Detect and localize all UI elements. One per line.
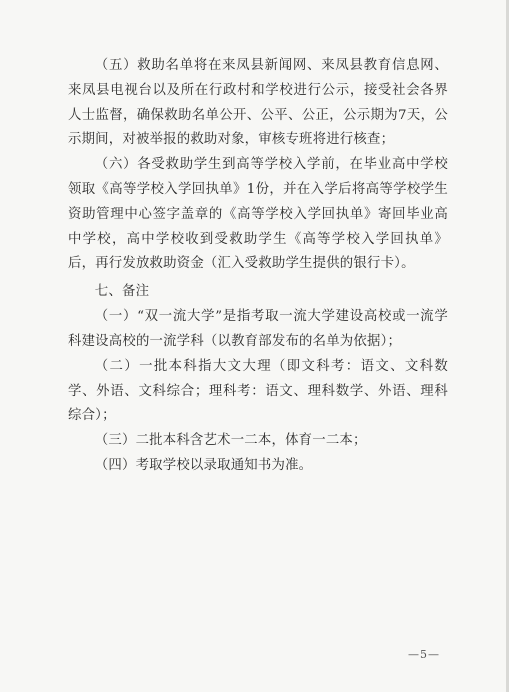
remark-item-1: （一）“双一流大学”是指考取一流大学建设高校或一流学科建设高校的一流学科（以教育部发布的名单为依据）；: [68, 309, 448, 349]
page-number: —5—: [408, 648, 440, 661]
remark-item-3: （三）二批本科含艺术一二本，体育一二本；: [94, 433, 367, 449]
remark-item-2: （二）一批本科指大文大理（即文科考：语文、文科数学、外语、文科综合；理科考：语文、理科数学、外语、理科综合）；: [68, 358, 448, 424]
document-body: [68, 54, 448, 479]
section-heading-remarks: 七、备注: [94, 284, 150, 300]
remark-item-4: （四）考取学校以录取通知书为准。: [94, 457, 313, 473]
paragraph-item-6: （六）各受救助学生到高等学校入学前，在毕业高中学校领取《高等学校入学回执单》1份，并在入学后将高等学校学生资助管理中心签字盖章的《高等学校入学回执单》寄回毕业高中学校，高中学校收到受救助学生《高等学校入学回执单》后，再行发放救助资金（汇入受救助学生提供的银行卡）。: [68, 157, 448, 272]
paragraph-item-5: （五）救助名单将在来凤县新闻网、来凤县教育信息网、来凤县电视台以及所在行政村和学校进行公示，接受社会各界人士监督，确保救助名单公开、公平、公正，公示期为7天，公示期间，对被举报的救助对象，审核专班将进行核查；: [68, 58, 448, 148]
